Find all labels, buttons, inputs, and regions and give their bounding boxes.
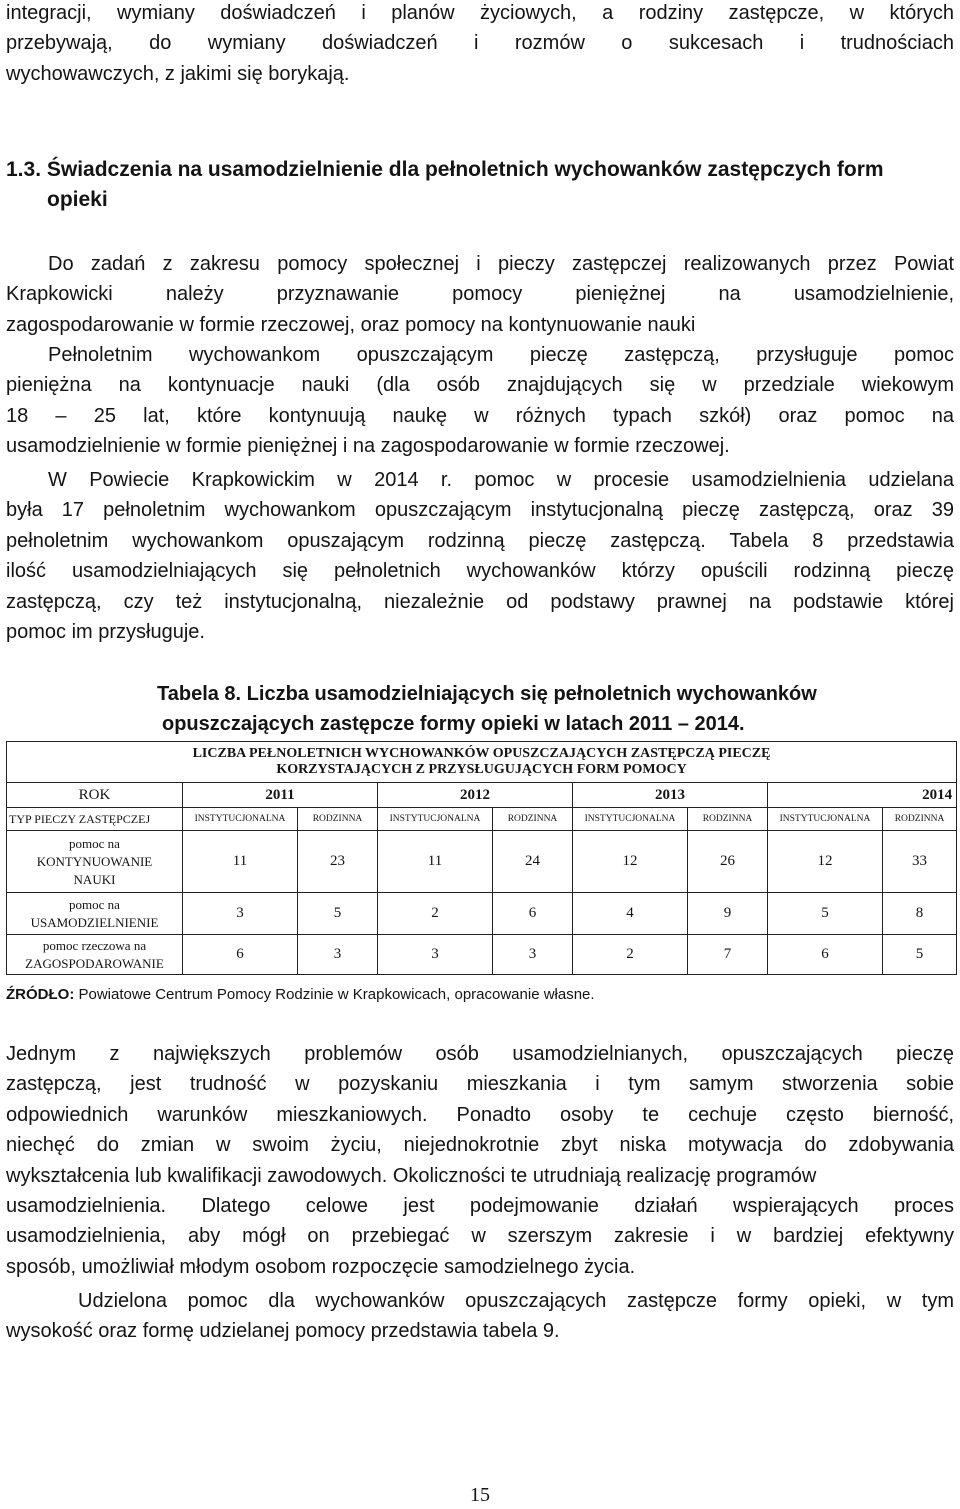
table-cell: 11 <box>378 831 493 893</box>
section-heading-line: 1.3. Świadczenia na usamodzielnienie dla pełnoletnich wychowanków zastępczych form <box>6 158 884 181</box>
paragraph-line: usamodzielnienia. Dlatego celowe jest podejmowanie działań wspierających proces <box>6 1195 954 1218</box>
table-cell: 3 <box>298 935 378 975</box>
table-cell: 3 <box>183 893 298 935</box>
table-cell: 5 <box>883 935 957 975</box>
paragraph-line: 18 – 25 lat, które kontynuują naukę w różnych typach szkół) oraz pomoc na <box>6 404 954 427</box>
table-row <box>7 935 957 975</box>
source-text: Powiatowe Centrum Pomocy Rodzinie w Krapkowicach, opracowanie własne. <box>74 986 595 1003</box>
paragraph-line: Do zadań z zakresu pomocy społecznej i pieczy zastępczej realizowanych przez Powiat <box>48 253 954 275</box>
row-label-line: pomoc rzeczowa na <box>42 937 147 953</box>
sub-header: INSTYTUCJONALNA <box>573 808 688 831</box>
paragraph-line: Krapkowicki należy przyznawanie pomocy pieniężnej na usamodzielnienie, <box>6 283 954 306</box>
paragraph-line: pełnoletnim wychowankom opuszającym rodzinną pieczę zastępczą. Tabela 8 przedstawia <box>6 529 954 552</box>
table-cell: 9 <box>688 893 768 935</box>
paragraph-line: zastępczą, czy też instytucjonalną, niezależnie od podstawy prawnej na podstawie której <box>6 590 954 613</box>
table-cell: 12 <box>768 831 883 893</box>
paragraph-line: wysokość oraz formę udzielanej pomocy przedstawia tabela 9. <box>6 1320 560 1343</box>
row-label-line: KONTYNUOWANIE <box>36 853 153 869</box>
table-cell: 5 <box>298 893 378 935</box>
table-cell: 7 <box>688 935 768 975</box>
row-label-line: NAUKI <box>73 871 116 887</box>
table-cell: 24 <box>493 831 573 893</box>
table-cell: 6 <box>768 935 883 975</box>
paragraph-line: Udzielona pomoc dla wychowanków opuszczających zastępcze formy opieki, w tym <box>78 1290 954 1312</box>
sub-header: RODZINNA <box>688 808 768 831</box>
table-caption <box>157 679 897 739</box>
paragraph-powiat-2014 <box>6 465 954 647</box>
table-cell: 11 <box>183 831 298 893</box>
row-label-line: ZAGOSPODAROWANIE <box>25 955 164 971</box>
paragraph-line: była 17 pełnoletnim wychowankom opuszczającym instytucjonalną pieczę zastępczą, oraz 39 <box>6 499 954 522</box>
table-title-line: KORZYSTAJĄCYCH Z PRZYSŁUGUJĄCYCH FORM POMOCY <box>276 762 687 777</box>
table-cell: 12 <box>573 831 688 893</box>
paragraph-line: zagospodarowanie w formie rzeczowej, oraz pomocy na kontynuowanie nauki <box>6 313 696 336</box>
table-cell: 5 <box>768 893 883 935</box>
table-cell: 3 <box>378 935 493 975</box>
row-label-line: pomoc na <box>69 835 120 851</box>
paragraph-line: usamodzielnienia, aby mógł on przebiegać w szerszym zakresie i w bardziej efektywny <box>6 1225 954 1248</box>
rok-label: ROK <box>7 783 183 808</box>
table-cell: 26 <box>688 831 768 893</box>
row-label <box>7 893 183 935</box>
table-source <box>6 985 956 1005</box>
paragraph-line: W Powiecie Krapkowickim w 2014 r. pomoc w procesie usamodzielnienia udzielana <box>48 469 954 491</box>
table-row <box>7 893 957 935</box>
table-cell: 6 <box>183 935 298 975</box>
paragraph-line: Jednym z największych problemów osób usamodzielnianych, opuszczających pieczę <box>6 1043 954 1065</box>
table-cell: 6 <box>493 893 573 935</box>
paragraph-line: sposób, umożliwiał młodym osobom rozpoczęcie samodzielnego życia. <box>6 1255 636 1278</box>
row-label <box>7 935 183 975</box>
sub-header: INSTYTUCJONALNA <box>183 808 298 831</box>
page-number: 15 <box>470 1484 490 1506</box>
paragraph-zadania <box>6 249 954 340</box>
section-heading-line: opieki <box>47 188 108 211</box>
paragraph-line: usamodzielnienie w formie pieniężnej i na zagospodarowanie w formie rzeczowej. <box>6 435 730 458</box>
paragraph-line: odpowiednich warunków mieszkaniowych. Ponadto osoby te cechuje często bierność, <box>6 1103 954 1126</box>
row-label <box>7 831 183 893</box>
table-caption-line: opuszczających zastępcze formy opieki w latach 2011 – 2014. <box>162 713 745 735</box>
paragraph-problemy <box>6 1039 954 1282</box>
year-header: 2014 <box>768 783 957 808</box>
year-header: 2012 <box>378 783 573 808</box>
year-header: 2013 <box>573 783 768 808</box>
row-label-line: USAMODZIELNIENIE <box>30 914 159 930</box>
paragraph-line: wykształcenia lub kwalifikacji zawodowych. Okoliczności te utrudniają realizację programów <box>6 1164 817 1187</box>
paragraph-line: zastępczą, jest trudność w pozyskaniu mieszkania i tym samym stworzenia sobie <box>6 1073 954 1096</box>
typ-pieczy-label: TYP PIECZY ZASTĘPCZEJ <box>7 808 183 831</box>
intro-line: przebywają, do wymiany doświadczeń i rozmów o sukcesach i trudnościach <box>6 32 954 55</box>
intro-paragraph <box>6 0 954 89</box>
data-table <box>6 741 957 975</box>
row-label-line: pomoc na <box>69 896 120 912</box>
section-heading <box>6 155 956 215</box>
source-label: ŹRÓDŁO: <box>6 986 75 1003</box>
paragraph-pelnoletnim <box>6 340 954 462</box>
paragraph-udzielona-pomoc <box>6 1286 954 1347</box>
sub-header: INSTYTUCJONALNA <box>768 808 883 831</box>
table-title <box>7 742 957 783</box>
table-caption-line: Tabela 8. Liczba usamodzielniających się pełnoletnich wychowanków <box>157 683 817 705</box>
table-cell: 8 <box>883 893 957 935</box>
table-row <box>7 831 957 893</box>
table-cell: 3 <box>493 935 573 975</box>
paragraph-line: ilość usamodzielniających się pełnoletnich wychowanków którzy opuścili rodzinną pieczę <box>6 560 954 583</box>
table-cell: 2 <box>573 935 688 975</box>
table-title-line: LICZBA PEŁNOLETNICH WYCHOWANKÓW OPUSZCZAJĄCYCH ZASTĘPCZĄ PIECZĘ <box>192 746 771 761</box>
intro-line: wychowawczych, z jakimi się borykają. <box>6 62 350 85</box>
paragraph-line: pomoc im przysługuje. <box>6 621 205 644</box>
intro-line: integracji, wymiany doświadczeń i planów życiowych, a rodziny zastępcze, w których <box>6 2 954 24</box>
table-cell: 23 <box>298 831 378 893</box>
paragraph-line: Pełnoletnim wychowankom opuszczającym pieczę zastępczą, przysługuje pomoc <box>48 344 954 366</box>
sub-header: RODZINNA <box>298 808 378 831</box>
year-header: 2011 <box>183 783 378 808</box>
table-cell: 4 <box>573 893 688 935</box>
sub-header: RODZINNA <box>493 808 573 831</box>
sub-header: INSTYTUCJONALNA <box>378 808 493 831</box>
sub-header: RODZINNA <box>883 808 957 831</box>
paragraph-line: niechęć do zmian w swoim życiu, niejednokrotnie zbyt niska motywacja do zdobywania <box>6 1134 954 1157</box>
table-cell: 33 <box>883 831 957 893</box>
table-cell: 2 <box>378 893 493 935</box>
paragraph-line: pieniężna na kontynuacje nauki (dla osób znajdujących się w przedziale wiekowym <box>6 374 954 397</box>
